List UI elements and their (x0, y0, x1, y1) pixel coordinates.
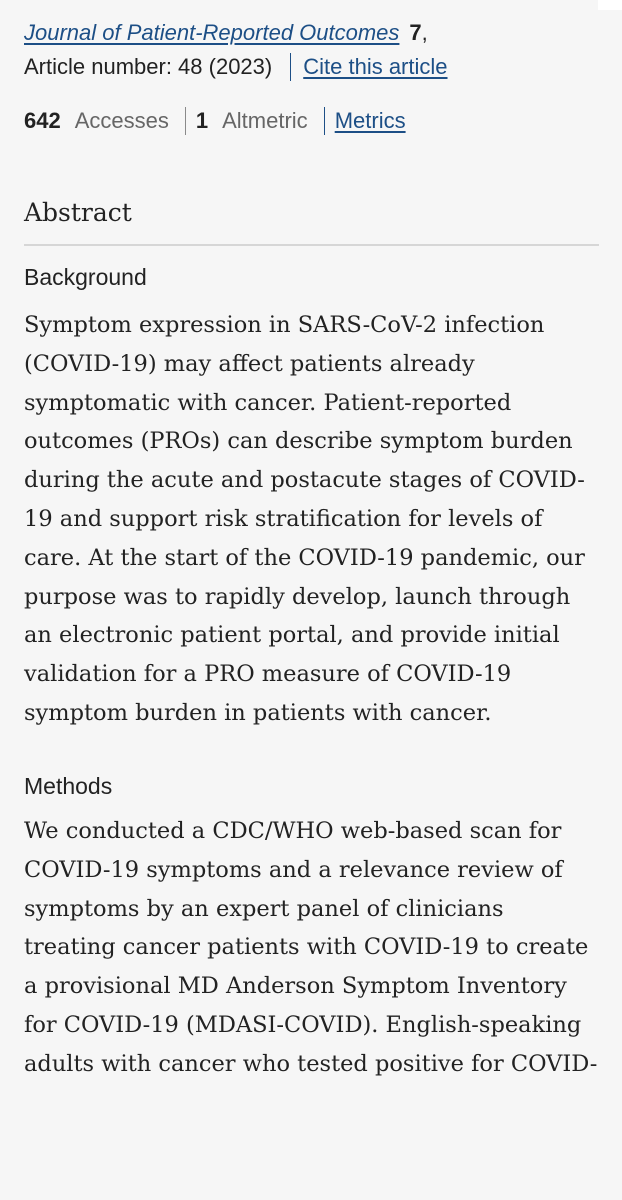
separator (290, 53, 291, 81)
journal-link[interactable]: Journal of Patient-Reported Outcomes (24, 20, 400, 45)
metrics-link[interactable]: Metrics (334, 108, 406, 133)
journal-volume: 7 (409, 20, 422, 45)
altmetric-count: 1 (195, 108, 209, 133)
accesses-label: Accesses (74, 108, 169, 133)
background-paragraph: Symptom expression in SARS-CoV-2 infection (COVID-19) may affect patients already symptomatic with cancer. Patient-reported outcomes (PROs) can describe symptom burden during the acute and postacute stages of COVID-19 and support risk stratification for levels of care. At the start of the COVID-19 pandemic, our purpose was to rapidly develop, launch through an electronic patient portal, and provide initial validation for a PRO measure of COVID-19 symptom burden in patients with cancer. (24, 312, 585, 726)
metrics-line (24, 106, 406, 136)
separator (324, 107, 325, 135)
separator (185, 107, 186, 135)
article-number-line (24, 52, 448, 82)
top-edge (598, 0, 622, 10)
accesses-count: 642 (24, 108, 61, 133)
background-heading: Background (24, 264, 147, 290)
cite-this-article-link[interactable]: Cite this article (303, 54, 448, 79)
comma: , (421, 20, 428, 45)
abstract-divider (24, 244, 599, 246)
methods-paragraph-container (24, 812, 604, 1078)
altmetric-label: Altmetric (222, 108, 308, 133)
article-number: Article number: 48 (2023) (24, 54, 273, 79)
methods-paragraph: We conducted a CDC/WHO web-based scan for COVID-19 symptoms and a relevance review of symptoms by an expert panel of clinicians treating cancer patients with COVID-19 to create a provisional MD Anderson Symptom Inventory for COVID-19 (MDASI-COVID). English-speaking adults with cancer who tested positive for COVID- (24, 818, 598, 1077)
methods-heading: Methods (24, 773, 113, 799)
citation-journal-line (24, 18, 428, 48)
abstract-heading: Abstract (24, 198, 132, 227)
